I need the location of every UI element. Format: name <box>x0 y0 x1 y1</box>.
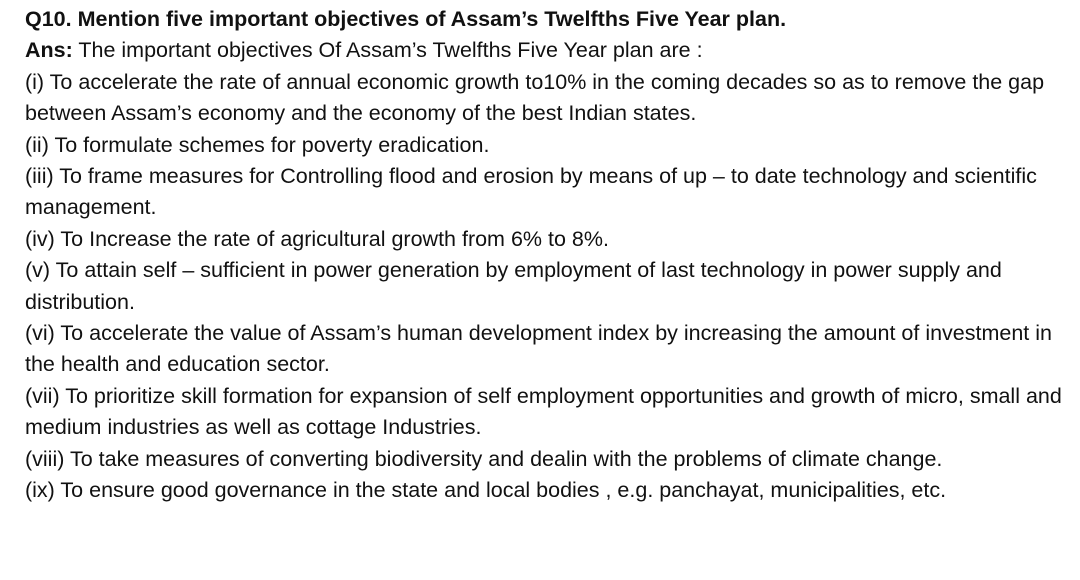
objective-item-5: (v) To attain self – sufficient in power generation by employment of last technology in power supply and distribution. <box>25 258 1002 314</box>
objective-item-4: (iv) To Increase the rate of agricultural growth from 6% to 8%. <box>25 226 609 251</box>
answer-intro-text: The important objectives Of Assam’s Twelfths Five Year plan are : <box>72 38 703 63</box>
objective-item-6: (vi) To accelerate the value of Assam’s human development index by increasing the amount of investment in the health and education sector. <box>25 321 1052 377</box>
answer-label: Ans: <box>25 38 73 63</box>
objective-item-7: (vii) To prioritize skill formation for expansion of self employment opportunities and growth of micro, small and medium industries as well as cottage Industries. <box>25 383 1062 440</box>
objectives-list <box>25 67 1065 507</box>
objective-item-3: (iii) To frame measures for Controlling flood and erosion by means of up – to date technology and scientific management. <box>25 164 1037 220</box>
objective-item-9: (ix) To ensure good governance in the state and local bodies , e.g. panchayat, municipalities, etc. <box>25 478 947 503</box>
objective-item-2: (ii) To formulate schemes for poverty eradication. <box>25 132 490 157</box>
question-answer-document <box>25 4 1065 507</box>
objective-item-8: (viii) To take measures of converting biodiversity and dealin with the problems of climate change. <box>25 446 943 471</box>
answer-intro <box>25 35 1065 66</box>
question-heading: Q10. Mention five important objectives of Assam’s Twelfths Five Year plan. <box>25 7 787 31</box>
objective-item-1: (i) To accelerate the rate of annual economic growth to10% in the coming decades so as to remove the gap between Assam’s economy and the economy of the best Indian states. <box>25 69 1045 126</box>
